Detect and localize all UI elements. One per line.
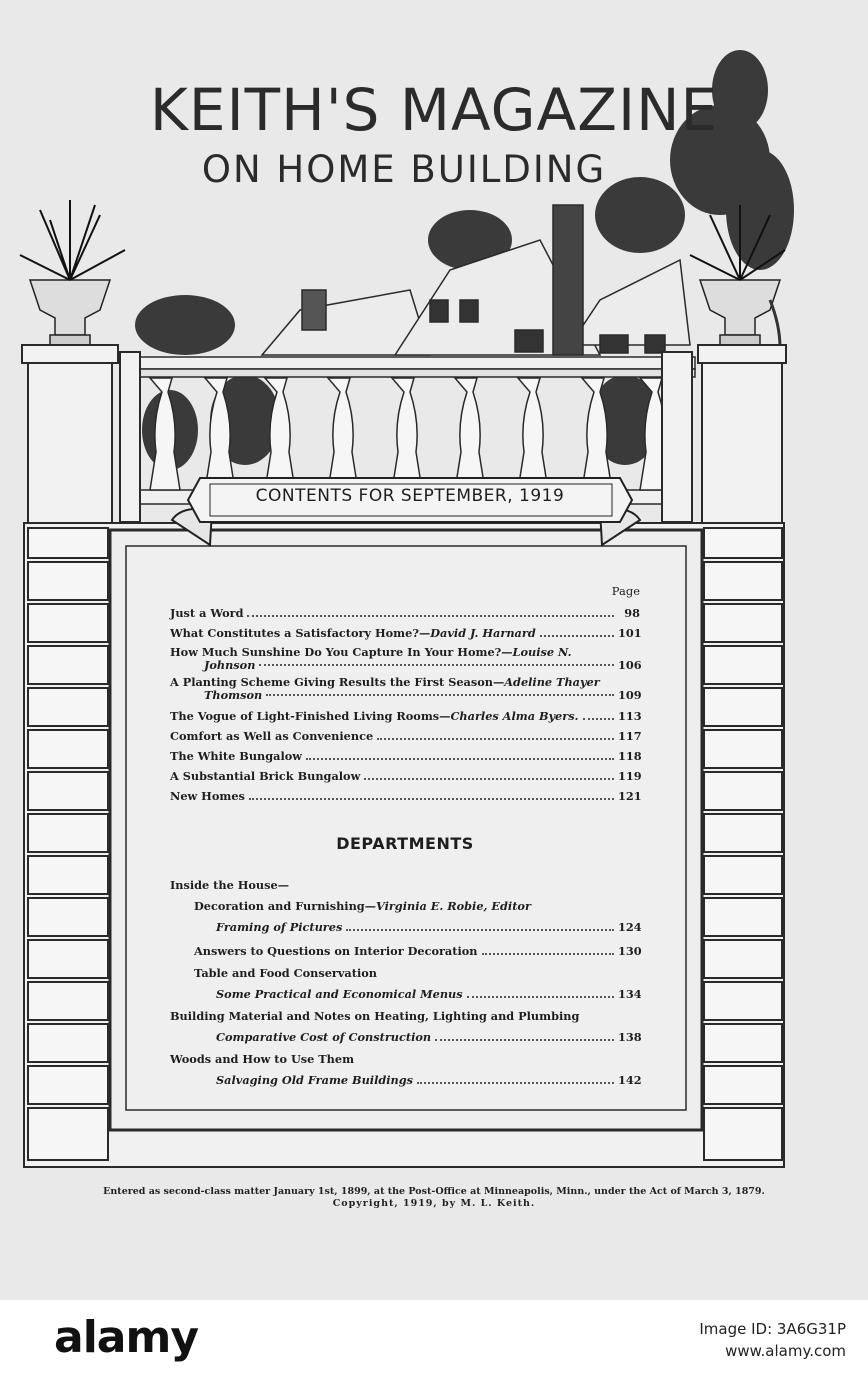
toc-title: The Vogue of Light-Finished Living Rooms— (170, 709, 451, 723)
toc-entry (170, 746, 640, 766)
toc-page: 142 (618, 1073, 642, 1087)
toc-entry (170, 646, 640, 672)
dot-leader (482, 953, 614, 955)
toc-entry (170, 706, 640, 726)
table-of-contents (170, 584, 640, 1090)
left-urn-planter (20, 200, 125, 345)
site-link[interactable]: www.alamy.com (725, 1342, 846, 1360)
toc-page: 98 (624, 606, 640, 620)
toc-title: Framing of Pictures (216, 920, 343, 934)
toc-author: Charles Alma Byers. (450, 709, 579, 723)
publication-notice (0, 1186, 868, 1210)
toc-title: What Constitutes a Satisfactory Home?— (170, 626, 431, 640)
dept-decoration (170, 896, 640, 917)
dept-decoration-title: Decoration and Furnishing— (194, 899, 376, 913)
toc-title: Answers to Questions on Interior Decoration (194, 944, 478, 958)
dot-leader (417, 1082, 614, 1084)
dot-leader (377, 738, 614, 740)
dept-decoration-editor: Virginia E. Robie, Editor (376, 899, 531, 913)
toc-title: Salvaging Old Frame Buildings (216, 1073, 414, 1087)
dot-leader (259, 664, 614, 666)
toc-title: New Homes (170, 789, 245, 803)
toc-entry (170, 1070, 640, 1090)
toc-entry (170, 766, 640, 786)
toc-author: Louise N. (512, 645, 572, 659)
page-column-label: Page (611, 584, 640, 598)
toc-entry (170, 917, 640, 937)
toc-author: Adeline Thayer (504, 675, 600, 689)
toc-title: Just a Word (170, 606, 244, 620)
toc-page: 119 (618, 769, 642, 783)
toc-page: 138 (618, 1030, 642, 1044)
toc-entry (170, 984, 640, 1004)
dot-leader (364, 778, 614, 780)
toc-title: Comfort as Well as Convenience (170, 729, 374, 743)
dept-inside-house: Inside the House— (170, 878, 289, 892)
dot-leader (435, 1039, 614, 1041)
image-id-block (699, 1318, 846, 1362)
dot-leader (346, 929, 614, 931)
entry-notice: Entered as second-class matter January 1st, 1899, at the Post-Office at Minneapolis, Minn., under the Act of March 3, 1879. (103, 1186, 765, 1197)
toc-title: A Substantial Brick Bungalow (170, 769, 361, 783)
toc-entry (170, 676, 640, 702)
toc-page: 130 (618, 944, 642, 958)
toc-title: A Planting Scheme Giving Results the First Season— (170, 675, 505, 689)
toc-page: 109 (618, 688, 642, 702)
toc-page: 121 (618, 789, 642, 803)
toc-author-cont: Johnson (204, 658, 256, 672)
toc-title: Some Practical and Economical Menus (216, 987, 463, 1001)
dept-building: Building Material and Notes on Heating, Lighting and Plumbing (170, 1009, 580, 1023)
dot-leader (266, 694, 614, 696)
toc-entry (170, 603, 640, 623)
toc-page: 124 (618, 920, 642, 934)
toc-title: How Much Sunshine Do You Capture In Your Home?— (170, 645, 513, 659)
toc-page: 118 (618, 749, 642, 763)
toc-entry (170, 726, 640, 746)
toc-page: 134 (618, 987, 642, 1001)
dot-leader (249, 798, 614, 800)
toc-entry (170, 786, 640, 806)
toc-page: 106 (618, 658, 642, 672)
copyright-notice: Copyright, 1919, by M. L. Keith. (332, 1198, 536, 1209)
toc-entry (170, 623, 640, 643)
toc-entry (170, 1027, 640, 1047)
image-id: Image ID: 3A6G31P (699, 1320, 846, 1338)
toc-author-cont: Thomson (204, 688, 263, 702)
dept-woods: Woods and How to Use Them (170, 1052, 355, 1066)
toc-entry (170, 941, 640, 961)
dot-leader (247, 615, 614, 617)
magazine-title: KEITH'S MAGAZINE (149, 76, 719, 144)
magazine-subtitle: ON HOME BUILDING (201, 148, 607, 191)
stock-banner (0, 1300, 868, 1390)
dot-leader (467, 996, 614, 998)
toc-page: 101 (618, 626, 642, 640)
toc-title: Comparative Cost of Construction (216, 1030, 432, 1044)
dept-table-food: Table and Food Conservation (194, 966, 378, 980)
toc-author: David J. Harnard (430, 626, 536, 640)
dot-leader (583, 718, 615, 720)
departments-heading: DEPARTMENTS (336, 834, 474, 853)
toc-title: The White Bungalow (170, 749, 303, 763)
toc-page: 117 (618, 729, 642, 743)
right-pillar (662, 345, 786, 523)
left-pillar (22, 345, 140, 523)
dot-leader (306, 758, 614, 760)
toc-page: 113 (618, 709, 642, 723)
dot-leader (540, 635, 614, 637)
contents-heading: CONTENTS FOR SEPTEMBER, 1919 (255, 486, 565, 506)
alamy-logo[interactable]: alamy (54, 1312, 198, 1363)
